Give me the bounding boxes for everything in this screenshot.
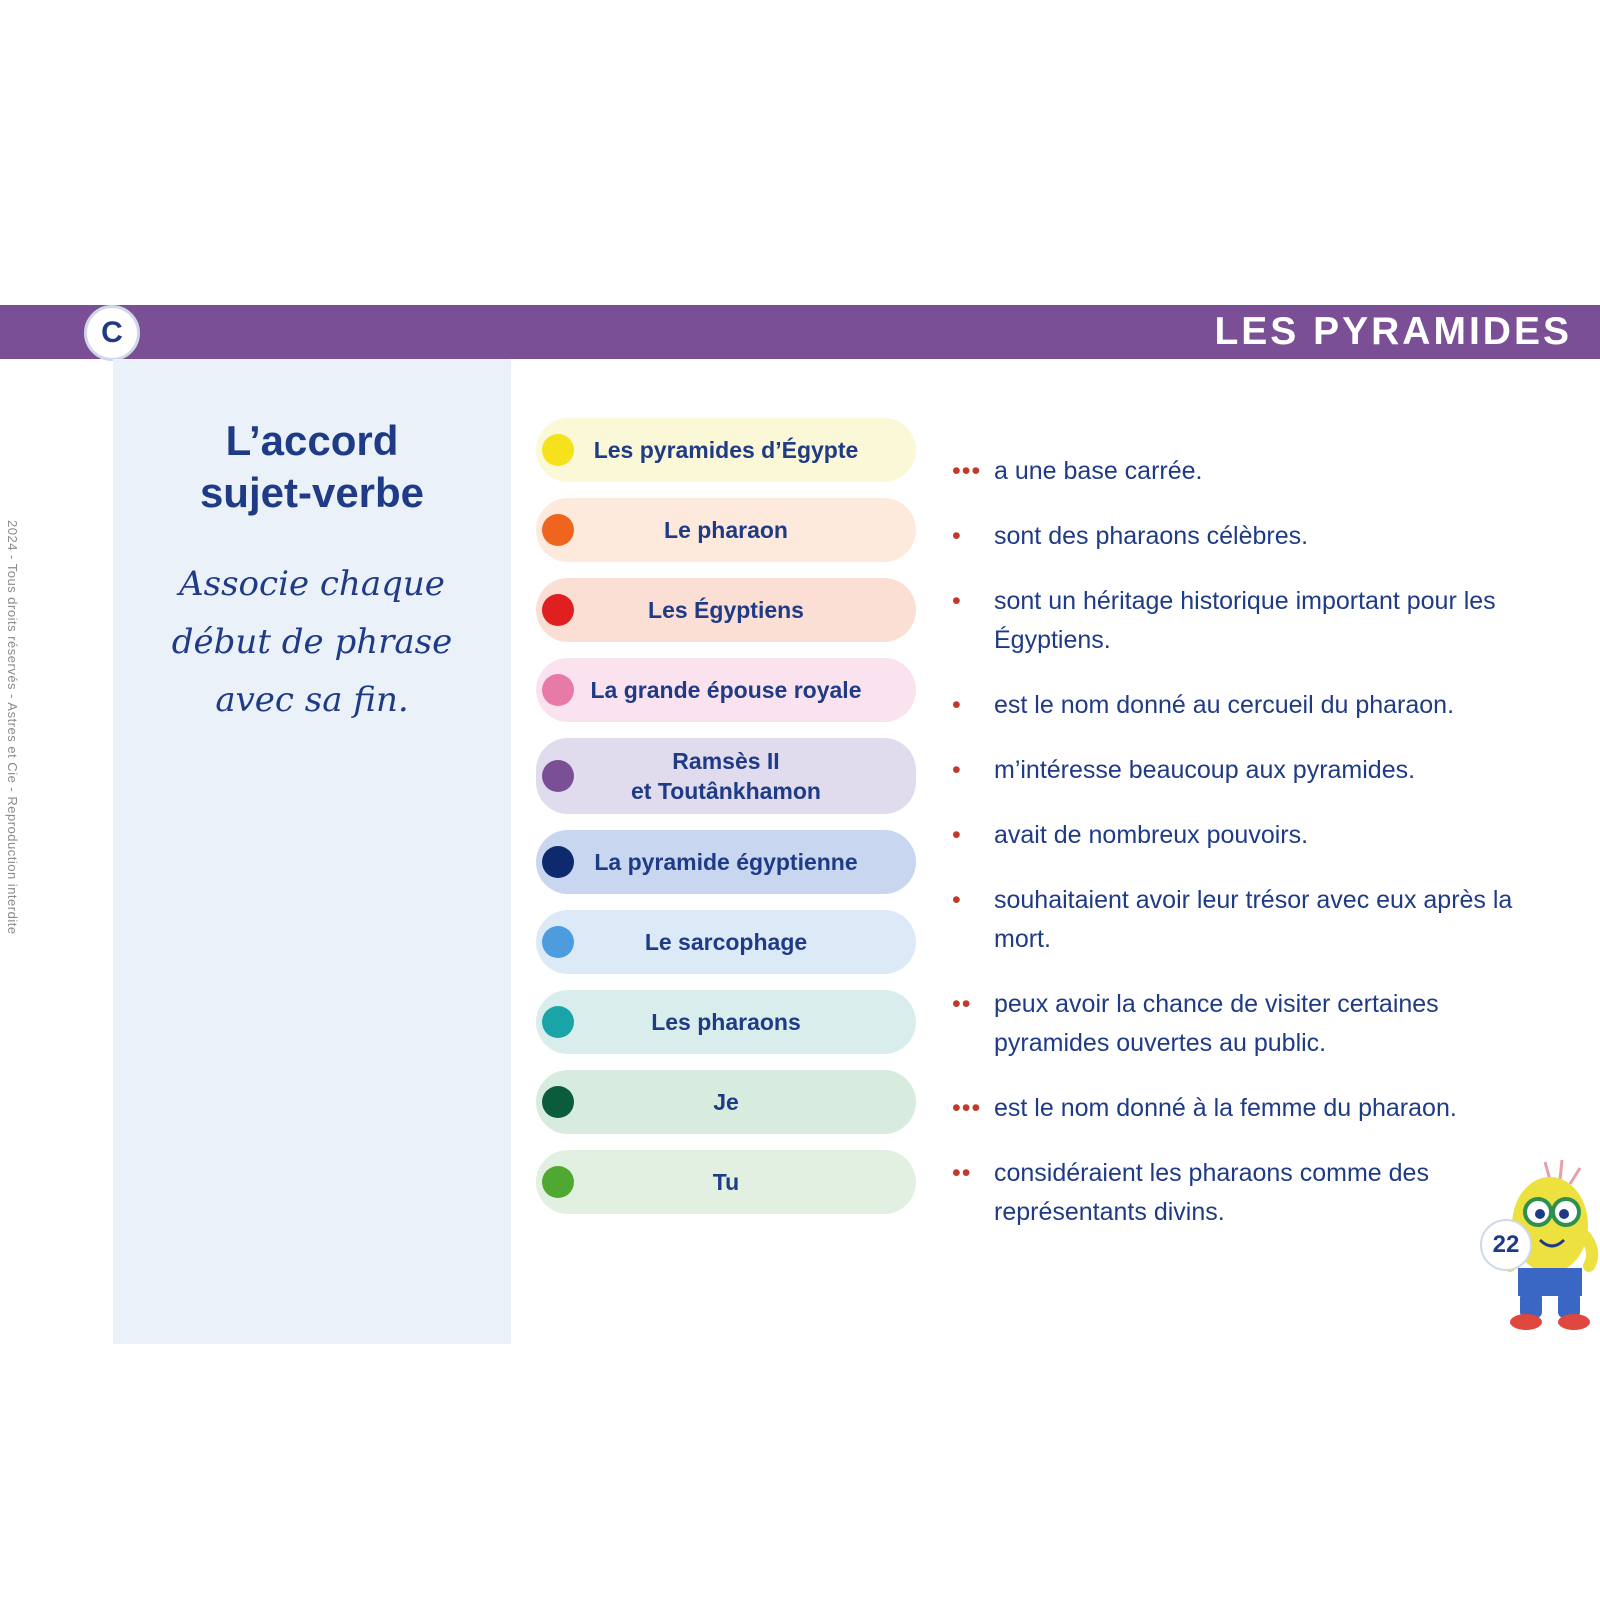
exercise-title-line1: L’accord [225,417,399,464]
answer-text: sont un héritage historique important pour les Égyptiens. [994,587,1496,654]
left-instruction-panel [113,359,511,1344]
answer-bullet-icon: •• [952,1159,972,1187]
exercise-title [113,415,511,519]
answer-item[interactable] [952,452,1552,491]
subject-pill-label: Je [713,1089,739,1115]
answer-item[interactable] [952,582,1552,660]
exercise-instruction: Associe chaque début de phrase avec sa fin. [171,564,453,720]
answer-item[interactable] [952,985,1552,1063]
answer-bullet-icon: • [952,756,962,784]
answer-bullet-icon: • [952,522,962,550]
connector-dot-icon[interactable] [542,926,574,958]
answer-item[interactable] [952,517,1552,556]
subject-pill[interactable] [536,738,916,814]
answer-text: avait de nombreux pouvoirs. [994,821,1309,849]
answer-text: souhaitaient avoir leur trésor avec eux après la mort. [994,886,1513,953]
answer-bullet-icon: • [952,587,962,615]
answer-text: sont des pharaons célèbres. [994,522,1309,550]
connector-dot-icon[interactable] [542,434,574,466]
page-number: 22 [1480,1219,1532,1271]
connector-dot-icon[interactable] [542,594,574,626]
subject-pill[interactable] [536,990,916,1054]
answer-item[interactable] [952,881,1552,959]
subject-pill-label: Les Égyptiens [648,597,804,623]
answer-bullet-icon: ••• [952,457,982,485]
answer-text: est le nom donné au cercueil du pharaon. [994,691,1455,719]
answer-text: considéraient les pharaons comme des représentants divins. [994,1159,1429,1226]
answer-item[interactable] [952,686,1552,725]
subject-pill[interactable] [536,910,916,974]
answer-item[interactable] [952,816,1552,855]
connector-dot-icon[interactable] [542,674,574,706]
subject-pill-label: Le sarcophage [644,929,808,955]
answer-text: est le nom donné à la femme du pharaon. [994,1094,1457,1122]
answer-text: a une base carrée. [994,457,1203,485]
connector-dot-icon[interactable] [542,1086,574,1118]
section-badge: C [84,305,140,361]
subject-pill-label: Les pyramides d’Égypte [593,437,859,463]
connector-dot-icon[interactable] [542,1166,574,1198]
subject-pill[interactable] [536,1150,916,1214]
answer-bullet-icon: ••• [952,1094,982,1122]
connector-dot-icon[interactable] [542,760,574,792]
answer-bullet-icon: • [952,821,962,849]
connector-dot-icon[interactable] [542,514,574,546]
subject-pill-label: Tu [712,1169,740,1195]
connector-dot-icon[interactable] [542,846,574,878]
subject-pill-label: Le pharaon [664,517,788,543]
subject-pill[interactable] [536,1070,916,1134]
copyright-notice: 2024 - Tous droits réservés - Astres et Cie - Reproduction interdite [5,520,20,935]
subject-pill[interactable] [536,830,916,894]
answer-text: m’intéresse beaucoup aux pyramides. [994,756,1416,784]
page-title: LES PYRAMIDES [1214,310,1572,353]
subject-pill-label: La grande épouse royale [590,677,862,703]
subject-pill-label: Ramsès II et Toutânkhamon [631,748,821,804]
answer-bullet-icon: •• [952,990,972,1018]
exercise-title-line2: sujet-verbe [199,469,425,516]
subject-pill[interactable] [536,418,916,482]
subject-pill[interactable] [536,498,916,562]
answer-item[interactable] [952,751,1552,790]
subject-pill[interactable] [536,578,916,642]
answer-item[interactable] [952,1154,1552,1232]
answer-item[interactable] [952,1089,1552,1128]
answer-list [952,452,1552,1258]
answer-bullet-icon: • [952,691,962,719]
subject-pill-label: La pyramide égyptienne [594,849,858,875]
answer-text: peux avoir la chance de visiter certaines pyramides ouvertes au public. [994,990,1439,1057]
subject-pill-label: Les pharaons [651,1009,801,1035]
subject-pill-column [536,418,916,1230]
subject-pill[interactable] [536,658,916,722]
answer-bullet-icon: • [952,886,962,914]
connector-dot-icon[interactable] [542,1006,574,1038]
